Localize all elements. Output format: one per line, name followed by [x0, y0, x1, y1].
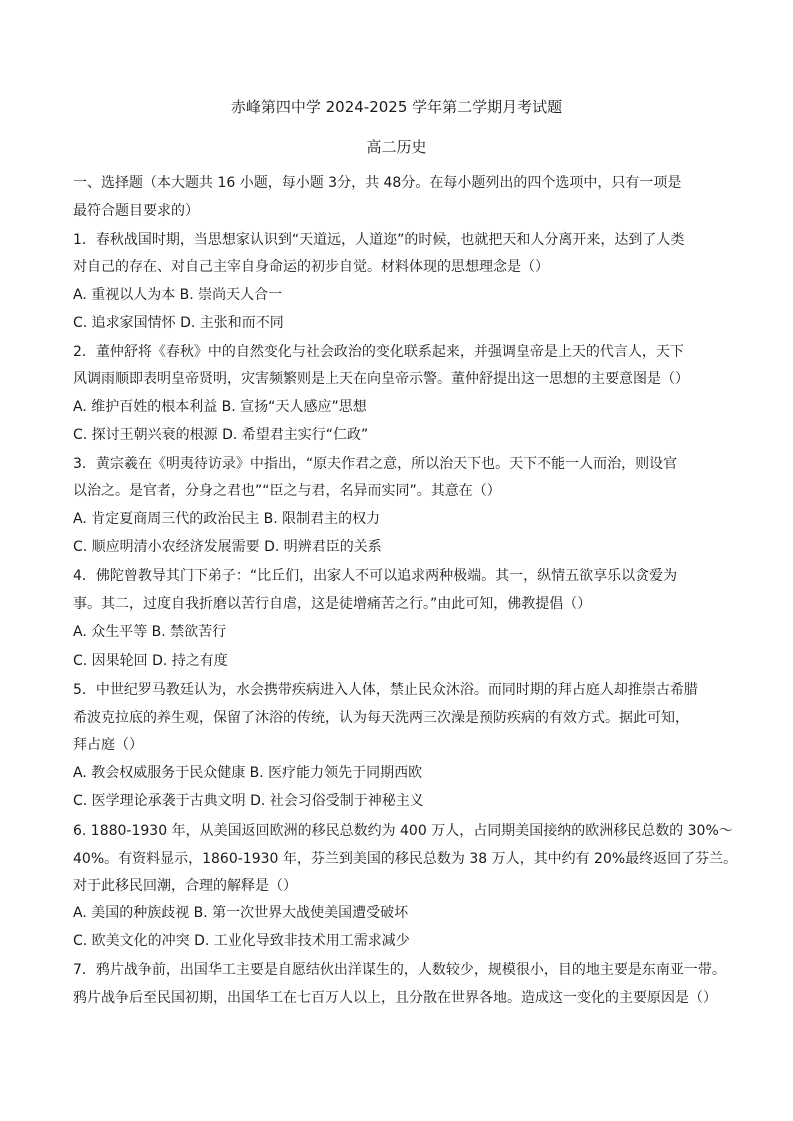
question-6-stem: 对于此移民回潮，合理的解释是（） — [73, 878, 297, 894]
question-7-stem: 鸦片战争后至民国初期，出国华工在七百万人以上，且分散在世界各地。造成这一变化的主要原因是（） — [73, 990, 717, 1006]
section-instructions: 一、选择题（本大题共 16 小题，每小题 3分，共 48分。在每小题列出的四个选项中，只有一项是 — [73, 175, 682, 191]
question-1-stem: 对自己的存在、对自己主宰自身命运的初步自觉。材料体现的思想理念是（） — [73, 259, 549, 275]
question-3-options: C. 顺应明清小农经济发展需要 D. 明辨君臣的关系 — [73, 539, 382, 555]
question-6-stem: 40%。有资料显示，1860-1930 年，芬兰到美国的移民总数为 38 万人，其中约有 20%最终返回了芬兰。 — [73, 851, 738, 867]
subject-title: 高二历史 — [366, 138, 427, 156]
question-6-options: C. 欧美文化的冲突 D. 工业化导致非技术用工需求减少 — [73, 933, 410, 949]
question-4-options: C. 因果轮回 D. 持之有度 — [73, 653, 228, 669]
question-2-stem: 2．董仲舒将《春秋》中的自然变化与社会政治的变化联系起来，并强调皇帝是上天的代言人，天下 — [73, 344, 684, 360]
question-5-stem: 5．中世纪罗马教廷认为，水会携带疾病进入人体，禁止民众沐浴。而同时期的拜占庭人却推崇古希腊 — [73, 682, 698, 698]
question-2-options: C. 探讨王朝兴衰的根源 D. 希望君主实行“仁政” — [73, 427, 369, 443]
question-7-stem: 7．鸦片战争前，出国华工主要是自愿结伙出洋谋生的，人数较少，规模很小，目的地主要是东南亚一带。 — [73, 962, 726, 978]
question-5-options: C. 医学理论承袭于古典文明 D. 社会习俗受制于神秘主义 — [73, 793, 424, 809]
question-4-stem: 事。其二，过度自我折磨以苦行自虐，这是徒增痛苦之行。”由此可知，佛教提倡（） — [73, 596, 592, 612]
question-5-options: A. 教会权威服务于民众健康 B. 医疗能力领先于同期西欧 — [73, 765, 423, 781]
question-5-stem: 希波克拉底的养生观，保留了沐浴的传统，认为每天洗两三次澡是预防疾病的有效方式。据此可知， — [73, 710, 689, 726]
question-1-stem: 1．春秋战国时期，当思想家认识到“天道远，人道迩”的时候，也就把天和人分离开来，达到了人类 — [73, 232, 685, 248]
question-2-stem: 风调雨顺即表明皇帝贤明，灾害频繁则是上天在向皇帝示警。董仲舒提出这一思想的主要意图是（） — [73, 371, 689, 387]
question-2-options: A. 维护百姓的根本利益 B. 宣扬“天人感应”思想 — [73, 399, 367, 415]
question-4-stem: 4．佛陀曾教导其门下弟子：“比丘们，出家人不可以追求两种极端。其一，纵情五欲享乐以贪爱为 — [73, 568, 678, 584]
question-6-options: A. 美国的种族歧视 B. 第一次世界大战使美国遭受破坏 — [73, 905, 409, 921]
question-1-options: A. 重视以人为本 B. 崇尚天人合一 — [73, 287, 283, 303]
section-instructions: 最符合题目要求的） — [73, 203, 199, 219]
question-6-stem: 6. 1880-1930 年，从美国返回欧洲的移民总数约为 400 万人，占同期美国接纳的欧洲移民总数的 30%～ — [73, 823, 733, 839]
question-3-options: A. 肯定夏商周三代的政治民主 B. 限制君主的权力 — [73, 511, 381, 527]
question-1-options: C. 追求家国情怀 D. 主张和而不同 — [73, 315, 284, 331]
question-4-options: A. 众生平等 B. 禁欲苦行 — [73, 624, 227, 640]
question-3-stem: 以治之。是官者，分身之君也”“臣之与君，名异而实同”。其意在（） — [73, 483, 501, 499]
question-5-stem: 拜占庭（） — [73, 737, 143, 753]
question-3-stem: 3．黄宗羲在《明夷待访录》中指出，“原夫作君之意，所以治天下也。天下不能一人而治，则设官 — [73, 456, 678, 472]
exam-title: 赤峰第四中学 2024-2025 学年第二学期月考试题 — [230, 98, 563, 116]
